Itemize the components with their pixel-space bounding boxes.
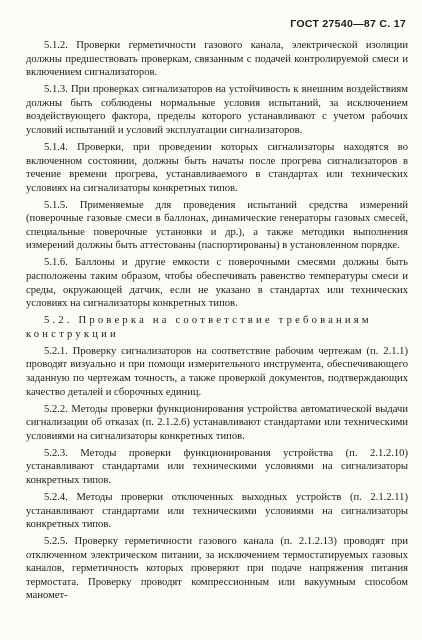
section-title-5-2: 5.2. Проверка на соответствие требованиям конструкции <box>26 315 372 340</box>
paragraph-5-1-6: 5.1.6. Баллоны и другие емкости с поверочными смесями должны быть расположены таким образом, чтобы обеспечивать равенство температуры смеси и среды, окружающей датчик, если не указано в стандартах или технических условиях на сигнализаторы конкретных типов. <box>26 257 408 310</box>
page-header: ГОСТ 27540—87 С. 17 <box>290 18 406 30</box>
paragraph-5-2-2: 5.2.2. Методы проверки функционирования устройства автоматической выдачи сигнализации об отказах (п. 2.1.2.6) устанавливают стандартами или техническими условиями на сигнализаторы конкретных типов. <box>26 403 408 442</box>
paragraph-5-2-3: 5.2.3. Методы проверки функционирования устройства (п. 2.1.2.10) устанавливают стандартами или техническими условиями на сигнализаторы конкретных типов. <box>26 447 408 486</box>
paragraph-5-2-4: 5.2.4. Методы проверки отключенных выходных устройств (п. 2.1.2.11) устанавливают стандартами или техническими условиями на сигнализаторы конкретных типов. <box>26 491 408 531</box>
document-body <box>26 39 408 603</box>
paragraph-5-1-5: 5.1.5. Применяемые для проведения испытаний средства измерений (поверочные газовые смеси в баллонах, динамические генераторы газовых смесей, специальные поверочные установки и др.), а также методики выполнения измерений должны быть аттестованы (паспортированы) в установленном порядке. <box>26 199 408 252</box>
paragraph-5-1-3: 5.1.3. При проверках сигнализаторов на устойчивость к внешним воздействиям должны быть соблюдены нормальные условия испытаний, за исключением воздействующего фактора, пределы которого устанавливают с учетом рабочих условий испытаний и условий эксплуатации сигнализаторов. <box>26 84 408 136</box>
paragraph-5-1-2: 5.1.2. Проверки герметичности газового канала, электрической изоляции должны предшествовать проверкам, связанным с подачей контролируемой смеси и включением сигнализаторов. <box>26 40 408 79</box>
paragraph-5-1-4: 5.1.4. Проверки, при проведении которых сигнализаторы находятся во включенном состоянии, должны быть начаты после прогрева сигнализаторов в течение времени прогрева, устанавливаемого в стандартах или технических условиях на сигнализаторы конкретных типов. <box>26 141 408 194</box>
paragraph-5-2-1: 5.2.1. Проверку сигнализаторов на соответствие рабочим чертежам (п. 2.1.1) проводят визуально и при помощи измерительного инструмента, обеспечивающего заданную по чертежам точность, а также проверкой документов, подтверждающих качество деталей и сборочных единиц. <box>26 345 408 398</box>
paragraph-5-2-5: 5.2.5. Проверку герметичности газового канала (п. 2.1.2.13) проводят при отключенном электрическом питании, за исключением термостатируемых газовых каналов, герметичность которых проверяют при подаче напряжения питания термостата. Проверку проводят компрессионным или вакуумным способом маномет- <box>26 536 408 602</box>
